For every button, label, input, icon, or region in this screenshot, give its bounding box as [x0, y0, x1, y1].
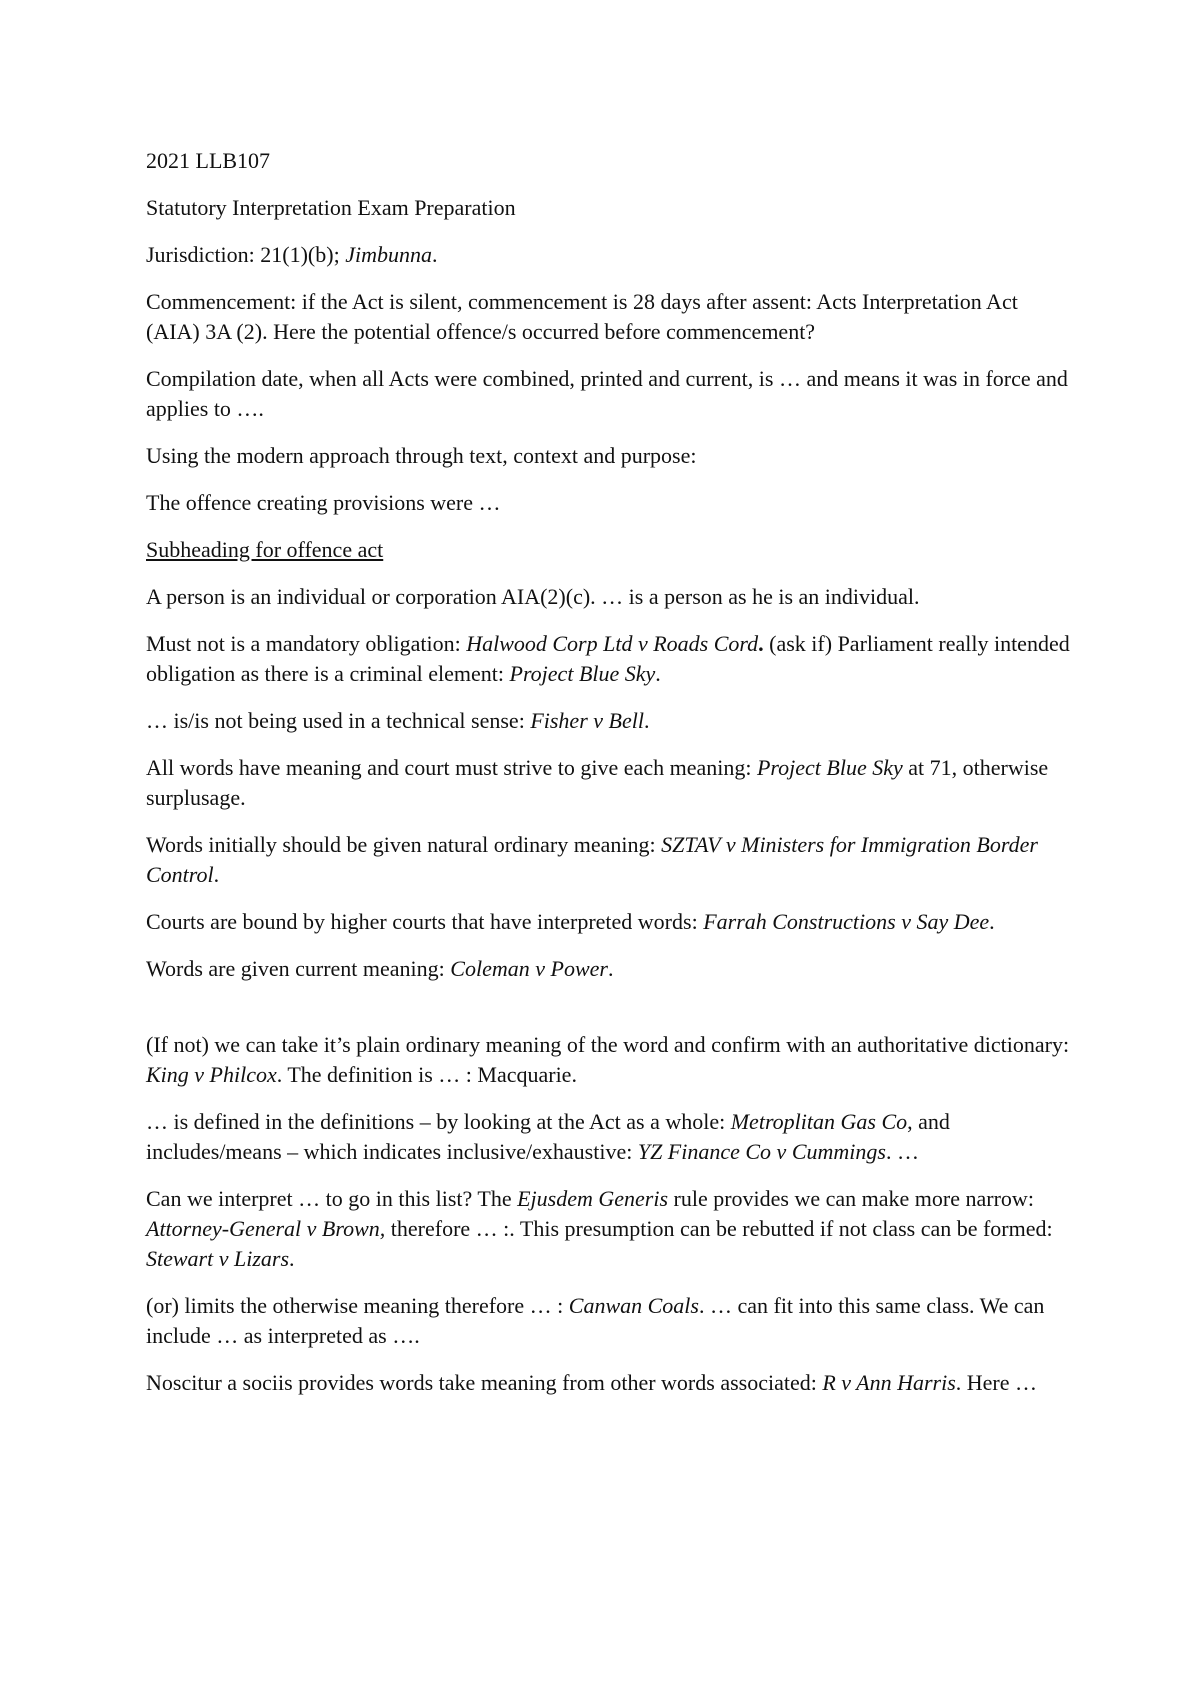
case-name: Attorney-General v Brown,	[146, 1216, 386, 1241]
paragraph	[146, 582, 1076, 612]
text-run: Must not is a mandatory obligation:	[146, 631, 467, 656]
text-run: . The definition is … : Macquarie.	[276, 1062, 577, 1087]
text-run: .	[607, 956, 614, 981]
course-code: 2021 LLB107	[146, 148, 271, 173]
text-run: .	[431, 242, 438, 267]
document-body	[146, 146, 1076, 1415]
paragraph	[146, 1368, 1076, 1398]
case-name: YZ Finance Co v Cummings	[637, 1139, 886, 1164]
paragraph-list	[146, 240, 1076, 1398]
text-run: All words have meaning and court must strive to give each meaning:	[146, 755, 757, 780]
case-name: Fisher v Bell	[530, 708, 644, 733]
case-name: Canwan Coals	[568, 1293, 699, 1318]
case-name: Project Blue Sky	[756, 755, 903, 780]
text-run: therefore … :. This presumption can be rebutted if not class can be formed:	[385, 1216, 1053, 1241]
subheading: Subheading for offence act	[146, 537, 384, 562]
paragraph	[146, 287, 1076, 347]
text-run: .	[289, 1246, 295, 1271]
paragraph	[146, 907, 1076, 937]
text-run: . … can fit into this same class. We can include … as interpreted as ….	[146, 1293, 1045, 1348]
text-run: The offence creating provisions were …	[146, 490, 501, 515]
document-title: Statutory Interpretation Exam Preparation	[146, 195, 516, 220]
text-run: . Here …	[955, 1370, 1038, 1395]
case-name: SZTAV v Ministers for Immigration Border Control	[146, 832, 1038, 887]
text-run: Can we interpret … to go in this list? The	[146, 1186, 518, 1211]
paragraph	[146, 954, 1076, 984]
case-name: Metroplitan Gas Co	[730, 1109, 908, 1134]
text-run: … is/is not being used in a technical sense:	[146, 708, 531, 733]
case-name: Coleman v Power	[450, 956, 608, 981]
paragraph	[146, 488, 1076, 518]
text-run: Words initially should be given natural ordinary meaning:	[146, 832, 662, 857]
text-run: Compilation date, when all Acts were combined, printed and current, is … and means it was in force and applies to ….	[146, 366, 1068, 421]
text-run: at 71, otherwise surplusage.	[146, 755, 1049, 810]
text-run: A person is an individual or corporation AIA(2)(c). … is a person as he is an individual.	[146, 584, 920, 609]
text-run: Jurisdiction: 21(1)(b);	[146, 242, 346, 267]
text-run: . …	[885, 1139, 919, 1164]
text-run: .	[989, 909, 995, 934]
case-name: R v Ann Harris	[822, 1370, 956, 1395]
paragraph	[146, 706, 1076, 736]
paragraph	[146, 830, 1076, 890]
text-run: (If not) we can take it’s plain ordinary meaning of the word and confirm with an authoritative dictionary:	[146, 1032, 1070, 1057]
text-run: … is defined in the definitions – by looking at the Act as a whole:	[146, 1109, 731, 1134]
text-run: Using the modern approach through text, context and purpose:	[146, 443, 697, 468]
paragraph	[146, 629, 1076, 689]
text-run: (ask if) Parliament really intended obligation as there is a criminal element:	[146, 631, 1070, 686]
text-run: (or) limits the otherwise meaning therefore … :	[146, 1293, 569, 1318]
paragraph	[146, 240, 1076, 270]
text-run: .	[655, 661, 661, 686]
paragraph	[146, 441, 1076, 471]
paragraph	[146, 364, 1076, 424]
text-run: , and includes/means – which indicates inclusive/exhaustive:	[146, 1109, 950, 1164]
paragraph	[146, 753, 1076, 813]
paragraph	[146, 1184, 1076, 1274]
text-run: .	[213, 862, 220, 887]
bold-text: .	[758, 631, 764, 656]
text-run: rule provides we can make more narrow:	[668, 1186, 1034, 1211]
text-run: Words are given current meaning:	[146, 956, 451, 981]
text-run: Noscitur a sociis provides words take meaning from other words associated:	[146, 1370, 823, 1395]
case-name: Project Blue Sky	[509, 661, 656, 686]
case-name: Jimbunna	[345, 242, 432, 267]
case-name: Stewart v Lizars	[146, 1246, 290, 1271]
case-name: King v Philcox	[146, 1062, 277, 1087]
paragraph	[146, 535, 1076, 565]
case-name: Halwood Corp Ltd v Roads Cord	[466, 631, 759, 656]
paragraph	[146, 1107, 1076, 1167]
text-run: Courts are bound by higher courts that have interpreted words:	[146, 909, 704, 934]
case-name: Farrah Constructions v Say Dee	[703, 909, 990, 934]
paragraph	[146, 1291, 1076, 1351]
case-name: Ejusdem Generis	[517, 1186, 669, 1211]
text-run: .	[643, 708, 650, 733]
paragraph	[146, 1030, 1076, 1090]
text-run: Commencement: if the Act is silent, commencement is 28 days after assent: Acts Interpretation Act (AIA) 3A (2). Here the potential offence/s occurred before commencement?	[146, 289, 1018, 344]
